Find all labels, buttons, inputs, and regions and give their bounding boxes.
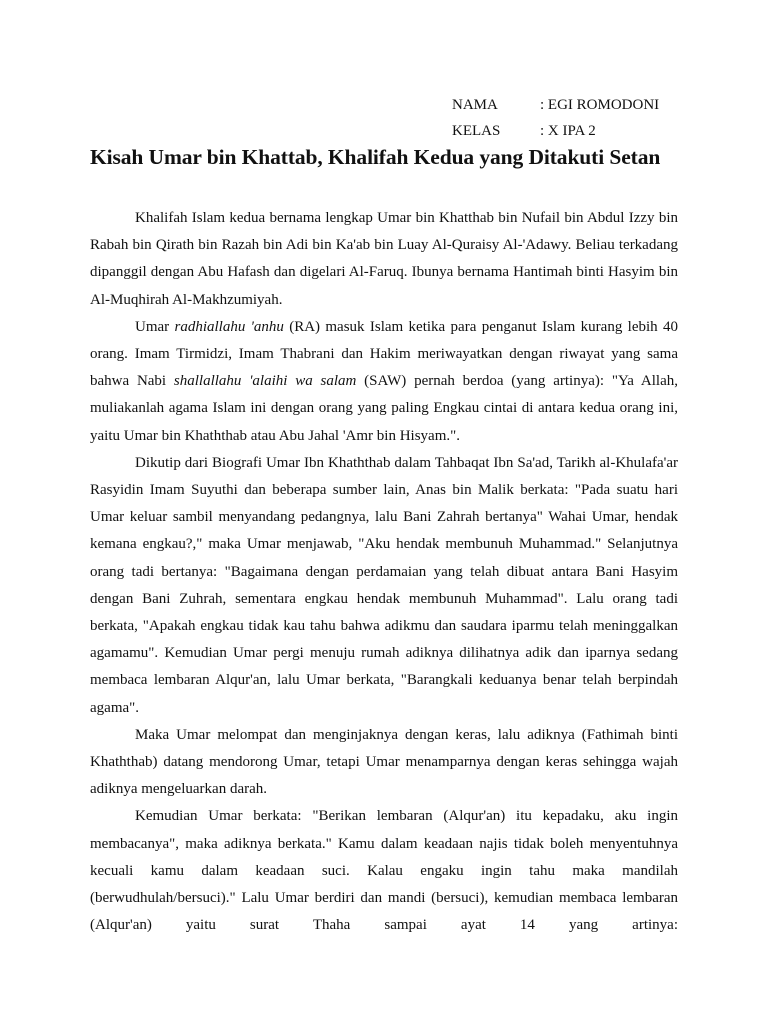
paragraph-5: Kemudian Umar berkata: "Berikan lembaran (Alqur'an) itu kepadaku, aku ingin membacanya", maka adiknya berkata." Kamu dalam keadaan najis tidak boleh menyentuhnya kecuali kamu dalam keadaan suci. Kalau engaku ingin tahu maka mandilah (berwudhulah/bersuci)." Lalu Umar berdiri dan mandi (bersuci), kemudian membaca lembaran (Alqur'an) yaitu surat Thaha sampai ayat 14 yang artinya: <box>90 808 678 934</box>
paragraph-2-text-c: (SAW) pernah berdoa (yang artinya): "Ya Allah, muliakanlah agama Islam ini dengan orang yang paling Engkau cintai di antara kedua orang ini, yaitu Umar bin Khaththab atau Abu Jahal 'Amr bin Hisyam.". <box>90 373 678 444</box>
paragraph-2-italic-a: radhiallahu 'anhu <box>174 318 284 335</box>
document-title: Kisah Umar bin Khattab, Khalifah Kedua yang Ditakuti Setan <box>90 145 661 169</box>
student-info <box>452 92 659 144</box>
class-label: KELAS <box>452 123 501 139</box>
class-value: : X IPA 2 <box>540 123 596 139</box>
paragraph-4: Maka Umar melompat dan menginjaknya dengan keras, lalu adiknya (Fathimah binti Khaththab) datang mendorong Umar, tetapi Umar menamparnya dengan keras sehingga wajah adiknya mengeluarkan darah. <box>90 726 678 798</box>
paragraph-2-text-a: Umar <box>135 318 175 335</box>
name-label: NAMA <box>452 97 498 113</box>
name-value: : EGI ROMODONI <box>540 97 660 113</box>
paragraph-2 <box>90 314 678 450</box>
document-body <box>90 205 678 939</box>
paragraph-2-italic-b: shallallahu 'alaihi wa salam <box>173 373 357 390</box>
paragraph-3: Dikutip dari Biografi Umar Ibn Khaththab dalam Tahbaqat Ibn Sa'ad, Tarikh al-Khulafa'ar Rasyidin Imam Suyuthi dan beberapa sumber lain, Anas bin Malik berkata: "Pada suatu hari Umar keluar sambil menyandang pedangnya, lalu Bani Zahrah bertanya" Wahai Umar, hendak kemana engkau?," maka Umar menjawab, "Aku hendak membunuh Muhammad." Selanjutnya orang tadi bertanya: "Bagaimana dengan perdamaian yang telah dibuat antara Bani Hasyim dengan Bani Zuhrah, sementara engkau hendak membunuh Muhammad". Lalu orang tadi berkata, "Apakah engkau tidak kau tahu bahwa adikmu dan saudara iparmu telah meninggalkan agamamu". Kemudian Umar pergi menuju rumah adiknya dilihatnya adik dan iparnya sedang membaca lembaran Alqur'an, lalu Umar berkata, "Barangkali keduanya benar telah berpindah agama". <box>90 454 678 716</box>
name-row <box>452 92 659 118</box>
class-row <box>452 118 659 144</box>
paragraph-1: Khalifah Islam kedua bernama lengkap Umar bin Khatthab bin Nufail bin Abdul Izzy bin Rabah bin Qirath bin Razah bin Adi bin Ka'ab bin Luay Al-Quraisy Al-'Adawy. Beliau terkadang dipanggil dengan Abu Hafash dan digelari Al-Faruq. Ibunya bernama Hantimah binti Hasyim bin Al-Muqhirah Al-Makhzumiyah. <box>90 210 678 308</box>
paragraph-2-text-b: (RA) masuk Islam ketika para penganut Islam kurang lebih 40 orang. Imam Tirmidzi, Imam Thabrani dan Hakim meriwayatkan dengan riwayat yang sama bahwa Nabi <box>90 318 678 390</box>
